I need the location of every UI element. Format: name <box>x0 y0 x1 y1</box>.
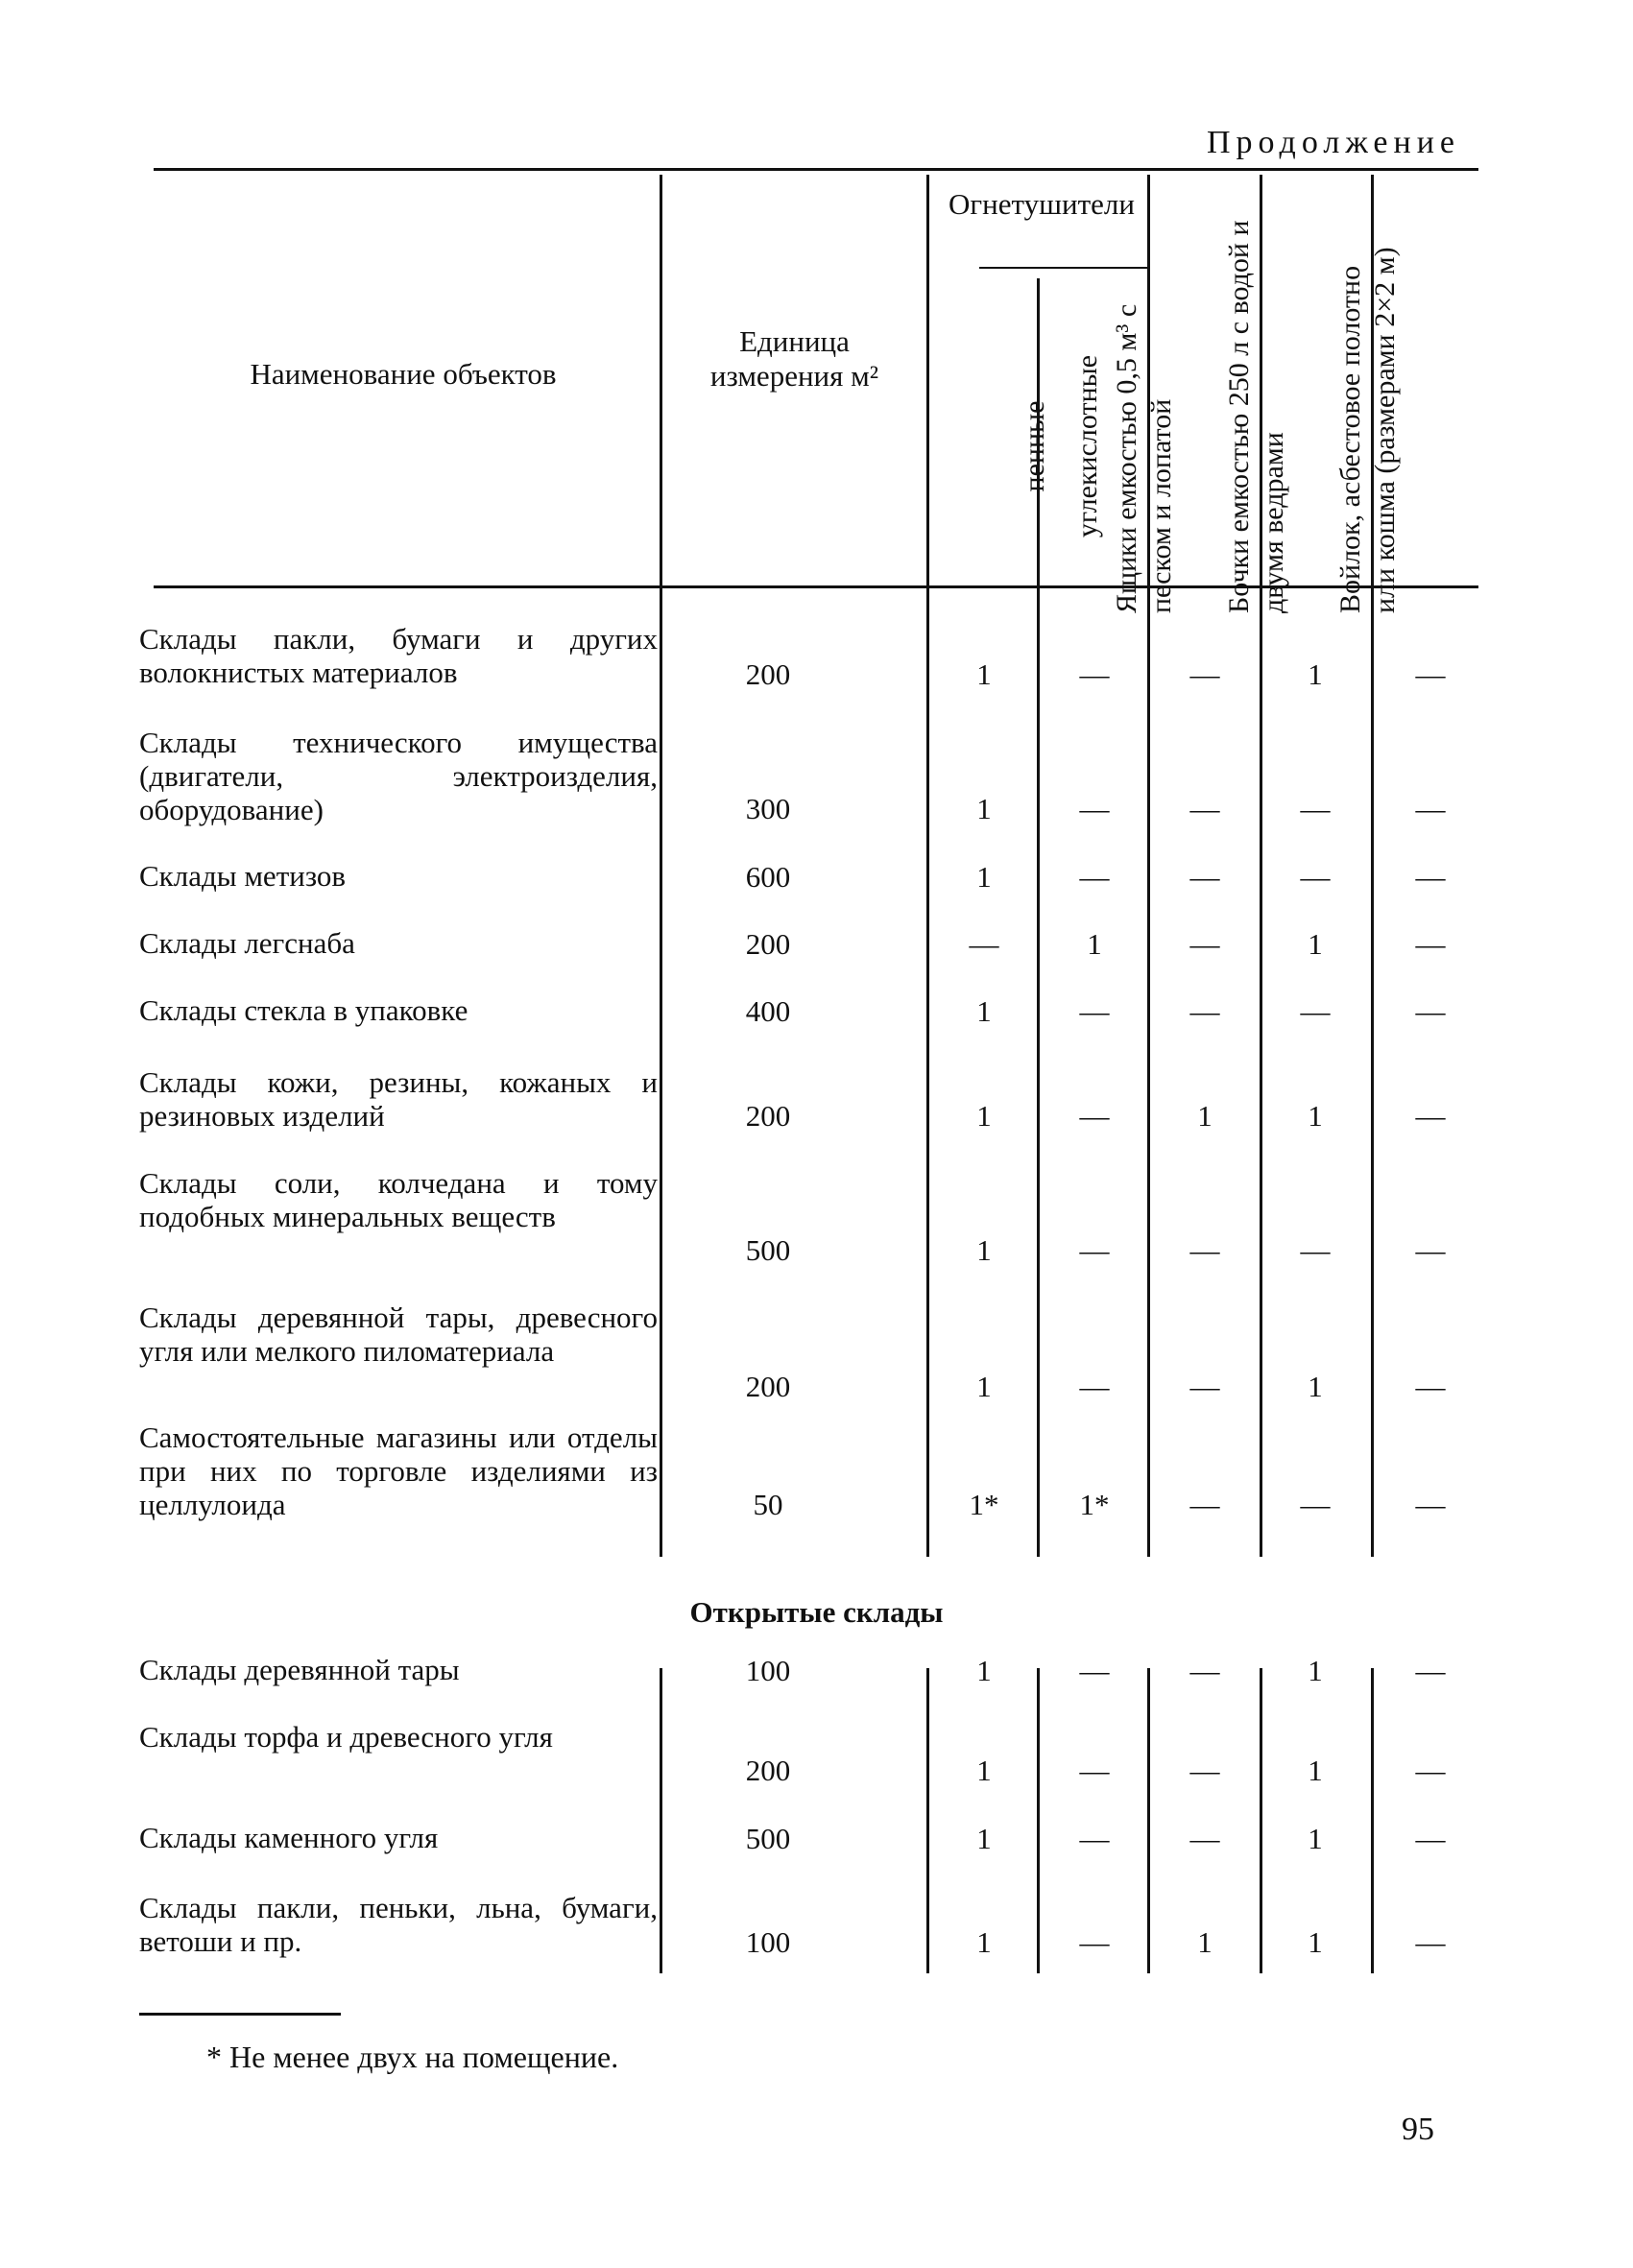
closed-row-sand-2: — <box>1189 860 1220 894</box>
closed-row-co2-7: — <box>1079 1370 1110 1403</box>
closed-row-co2-2: — <box>1079 860 1110 894</box>
closed-row-unit-5: 200 <box>745 1099 791 1133</box>
header-sand-boxes: Ящики емкостью 0,5 м³ с песком и лопатой <box>1111 303 1177 613</box>
closed-row-felt-7: — <box>1415 1370 1446 1403</box>
header-object-name: Наименование объектов <box>250 357 557 391</box>
open-row-felt-3: — <box>1415 1925 1446 1959</box>
open-col-rule-2 <box>926 1668 929 1973</box>
open-row-co2-0: — <box>1079 1654 1110 1687</box>
open-row-name-0: Склады деревянной тары <box>139 1653 460 1686</box>
open-row-unit-1: 200 <box>745 1754 791 1787</box>
closed-row-felt-2: — <box>1415 860 1446 894</box>
closed-row-unit-0: 200 <box>745 657 791 691</box>
closed-row-sand-3: — <box>1189 927 1220 961</box>
closed-row-foam-4: 1 <box>976 994 992 1028</box>
open-row-felt-1: — <box>1415 1754 1446 1787</box>
page-number: 95 <box>1402 2112 1434 2147</box>
open-row-barrel-1: 1 <box>1308 1754 1323 1787</box>
closed-row-co2-6: — <box>1079 1233 1110 1267</box>
closed-row-barrel-1: — <box>1300 792 1331 825</box>
closed-row-felt-1: — <box>1415 792 1446 825</box>
closed-row-name-8: Самостоятельные магазины или отделы при них по торговле изделиями из целлулоида <box>139 1420 658 1521</box>
open-row-foam-2: 1 <box>976 1822 992 1855</box>
closed-row-name-6: Склады соли, колчедана и тому подобных минеральных веществ <box>139 1166 658 1233</box>
closed-row-co2-0: — <box>1079 657 1110 691</box>
footnote: * Не менее двух на помещение. <box>206 2040 619 2074</box>
open-row-name-2: Склады каменного угля <box>139 1821 439 1854</box>
open-row-foam-0: 1 <box>976 1654 992 1687</box>
open-row-name-1: Склады торфа и древесного угля <box>139 1720 553 1754</box>
closed-row-name-3: Склады легснаба <box>139 926 355 960</box>
closed-row-foam-3: — <box>969 927 999 961</box>
col-rule-1 <box>660 175 662 1557</box>
closed-row-name-2: Склады метизов <box>139 859 347 893</box>
open-row-sand-1: — <box>1189 1754 1220 1787</box>
closed-row-sand-4: — <box>1189 994 1220 1028</box>
closed-row-barrel-4: — <box>1300 994 1331 1028</box>
open-row-sand-3: 1 <box>1197 1925 1213 1959</box>
closed-row-unit-3: 200 <box>745 927 791 961</box>
closed-row-unit-6: 500 <box>745 1233 791 1267</box>
closed-row-unit-7: 200 <box>745 1370 791 1403</box>
closed-row-unit-4: 400 <box>745 994 791 1028</box>
closed-row-co2-5: — <box>1079 1099 1110 1133</box>
closed-row-name-5: Склады кожи, резины, кожаных и резиновых изделий <box>139 1065 658 1133</box>
closed-row-co2-4: — <box>1079 994 1110 1028</box>
open-row-unit-3: 100 <box>745 1925 791 1959</box>
table-top-rule <box>154 168 1478 171</box>
closed-row-sand-0: — <box>1189 657 1220 691</box>
header-unit: Единица измерения м² <box>709 324 879 393</box>
closed-row-name-1: Склады технического имущества (двигатели, электроизделия, оборудование) <box>139 726 658 826</box>
header-foam: пенные <box>1019 400 1050 492</box>
open-row-name-3: Склады пакли, пеньки, льна, бумаги, ветоши и пр. <box>139 1891 658 1958</box>
open-row-co2-1: — <box>1079 1754 1110 1787</box>
open-row-unit-0: 100 <box>745 1654 791 1687</box>
open-row-foam-1: 1 <box>976 1754 992 1787</box>
closed-row-felt-5: — <box>1415 1099 1446 1133</box>
closed-row-sand-8: — <box>1189 1488 1220 1521</box>
open-row-barrel-0: 1 <box>1308 1654 1323 1687</box>
closed-row-unit-2: 600 <box>745 860 791 894</box>
open-row-sand-2: — <box>1189 1822 1220 1855</box>
open-col-rule-3 <box>1037 1668 1040 1973</box>
closed-row-barrel-7: 1 <box>1308 1370 1323 1403</box>
closed-row-felt-8: — <box>1415 1488 1446 1521</box>
open-row-unit-2: 500 <box>745 1822 791 1855</box>
open-row-felt-2: — <box>1415 1822 1446 1855</box>
open-row-barrel-3: 1 <box>1308 1925 1323 1959</box>
closed-row-foam-1: 1 <box>976 792 992 825</box>
col-rule-2 <box>926 175 929 1557</box>
open-col-rule-5 <box>1260 1668 1262 1973</box>
header-felt: Войлок, асбестовое полотно или кошма (размерами 2×2 м) <box>1334 247 1401 613</box>
footnote-rule <box>139 2013 341 2016</box>
closed-row-foam-5: 1 <box>976 1099 992 1133</box>
closed-row-sand-1: — <box>1189 792 1220 825</box>
closed-row-name-4: Склады стекла в упаковке <box>139 993 468 1027</box>
closed-row-felt-6: — <box>1415 1233 1446 1267</box>
closed-row-sand-7: — <box>1189 1370 1220 1403</box>
open-row-felt-0: — <box>1415 1654 1446 1687</box>
open-col-rule-6 <box>1371 1668 1374 1973</box>
open-row-sand-0: — <box>1189 1654 1220 1687</box>
closed-row-foam-8: 1* <box>969 1488 999 1521</box>
header-extinguishers: Огнетушители <box>949 187 1135 221</box>
open-col-rule-4 <box>1147 1668 1150 1973</box>
closed-row-co2-8: 1* <box>1079 1488 1110 1521</box>
closed-row-barrel-2: — <box>1300 860 1331 894</box>
closed-row-foam-6: 1 <box>976 1233 992 1267</box>
closed-row-barrel-5: 1 <box>1308 1099 1323 1133</box>
closed-row-barrel-8: — <box>1300 1488 1331 1521</box>
open-row-co2-2: — <box>1079 1822 1110 1855</box>
closed-row-sand-6: — <box>1189 1233 1220 1267</box>
closed-row-felt-3: — <box>1415 927 1446 961</box>
continued-label: Продолжение <box>1206 125 1460 160</box>
section-open-warehouses: Открытые склады <box>689 1595 944 1629</box>
closed-row-sand-5: 1 <box>1197 1099 1213 1133</box>
header-co2: углекислотные <box>1071 354 1103 538</box>
open-row-barrel-2: 1 <box>1308 1822 1323 1855</box>
open-col-rule-1 <box>660 1668 662 1973</box>
closed-row-unit-1: 300 <box>745 792 791 825</box>
closed-row-unit-8: 50 <box>753 1488 783 1521</box>
open-row-co2-3: — <box>1079 1925 1110 1959</box>
closed-row-felt-4: — <box>1415 994 1446 1028</box>
open-row-foam-3: 1 <box>976 1925 992 1959</box>
closed-row-foam-0: 1 <box>976 657 992 691</box>
closed-row-name-0: Склады пакли, бумаги и других волокнистых материалов <box>139 622 658 689</box>
header-water-barrels: Бочки емкостью 250 л с водой и двумя ведрами <box>1223 220 1289 613</box>
closed-row-foam-7: 1 <box>976 1370 992 1403</box>
closed-row-barrel-3: 1 <box>1308 927 1323 961</box>
closed-row-foam-2: 1 <box>976 860 992 894</box>
closed-row-barrel-0: 1 <box>1308 657 1323 691</box>
closed-row-co2-1: — <box>1079 792 1110 825</box>
closed-row-co2-3: 1 <box>1087 927 1102 961</box>
closed-row-name-7: Склады деревянной тары, древесного угля или мелкого пиломатериала <box>139 1301 658 1368</box>
closed-row-barrel-6: — <box>1300 1233 1331 1267</box>
closed-row-felt-0: — <box>1415 657 1446 691</box>
